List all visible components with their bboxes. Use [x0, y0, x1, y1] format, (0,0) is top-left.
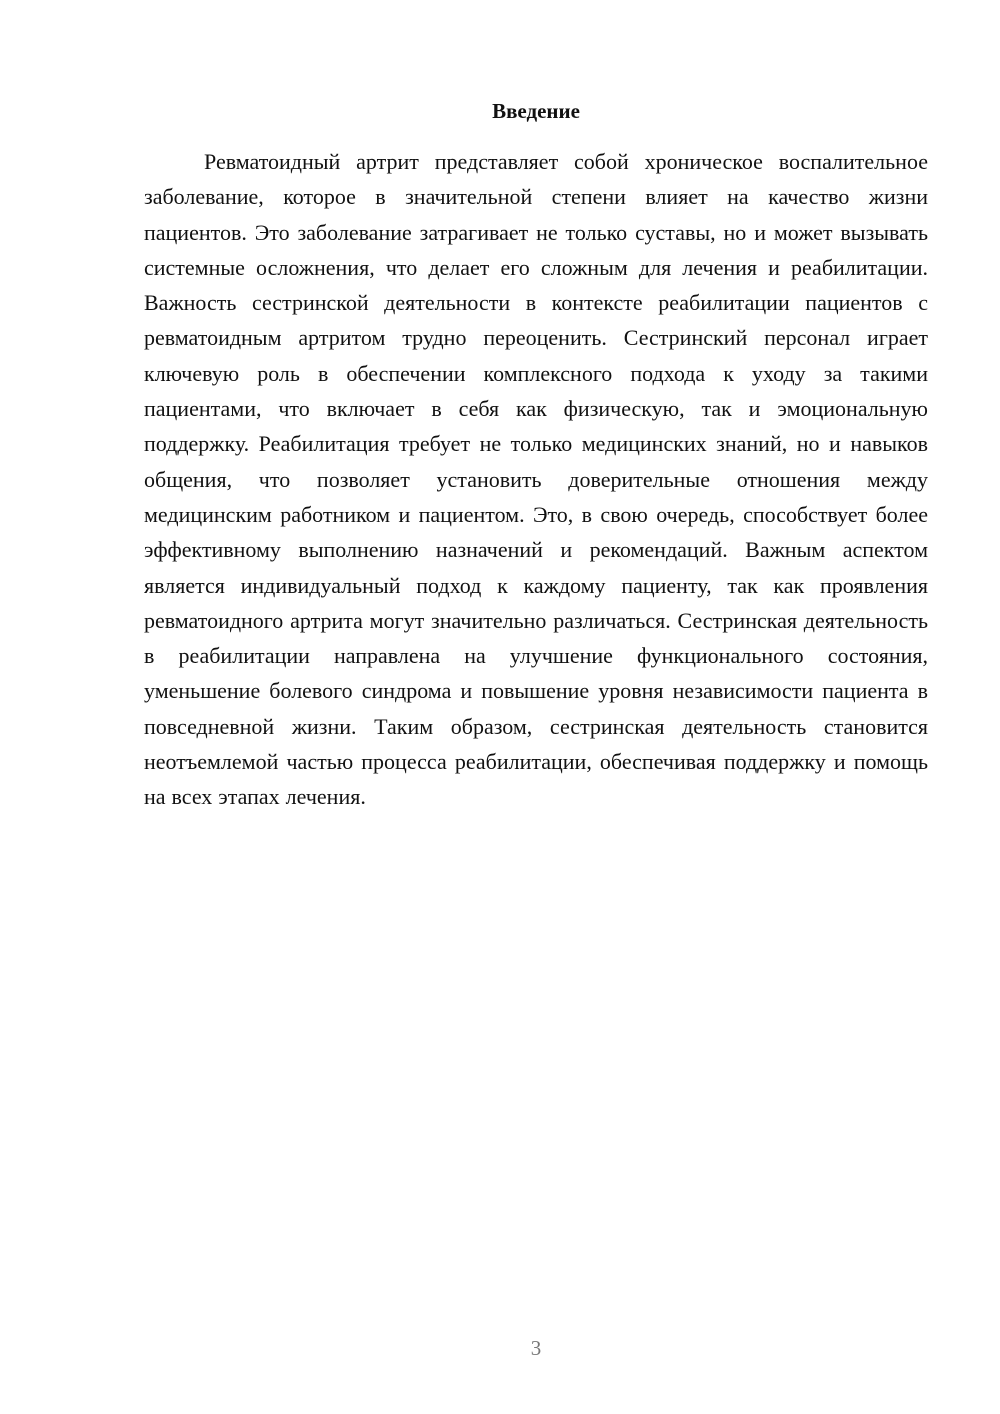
body-paragraph: Ревматоидный артрит представляет собой хроническое воспалительное заболевание, которое в значительной степени влияет на качество жизни пациентов. Это заболевание затрагивает не только суставы, но и может вызывать системные осложнения, что делает его сложным для лечения и реабилитации. Важность сестринской деятельности в контексте реабилитации пациентов с ревматоидным артритом трудно переоценить. Сестринский персонал играет ключевую роль в обеспечении комплексного подхода к уходу за такими пациентами, что включает в себя как физическую, так и эмоциональную поддержку. Реабилитация требует не только медицинских знаний, но и навыков общения, что позволяет установить доверительные отношения между медицинским работником и пациентом. Это, в свою очередь, способствует более эффективному выполнению назначений и рекомендаций. Важным аспектом является индивидуальный подход к каждому пациенту, так как проявления ревматоидного артрита могут значительно различаться. Сестринская деятельность в реабилитации направлена на улучшение функционального состояния, уменьшение болевого синдрома и повышение уровня независимости пациента в повседневной жизни. Таким образом, сестринская деятельность становится неотъемлемой частью процесса реабилитации, обеспечивая поддержку и помощь на всех этапах лечения. — [144, 149, 928, 810]
section-heading: Введение — [492, 99, 580, 123]
page-number: 3 — [530, 1336, 542, 1360]
